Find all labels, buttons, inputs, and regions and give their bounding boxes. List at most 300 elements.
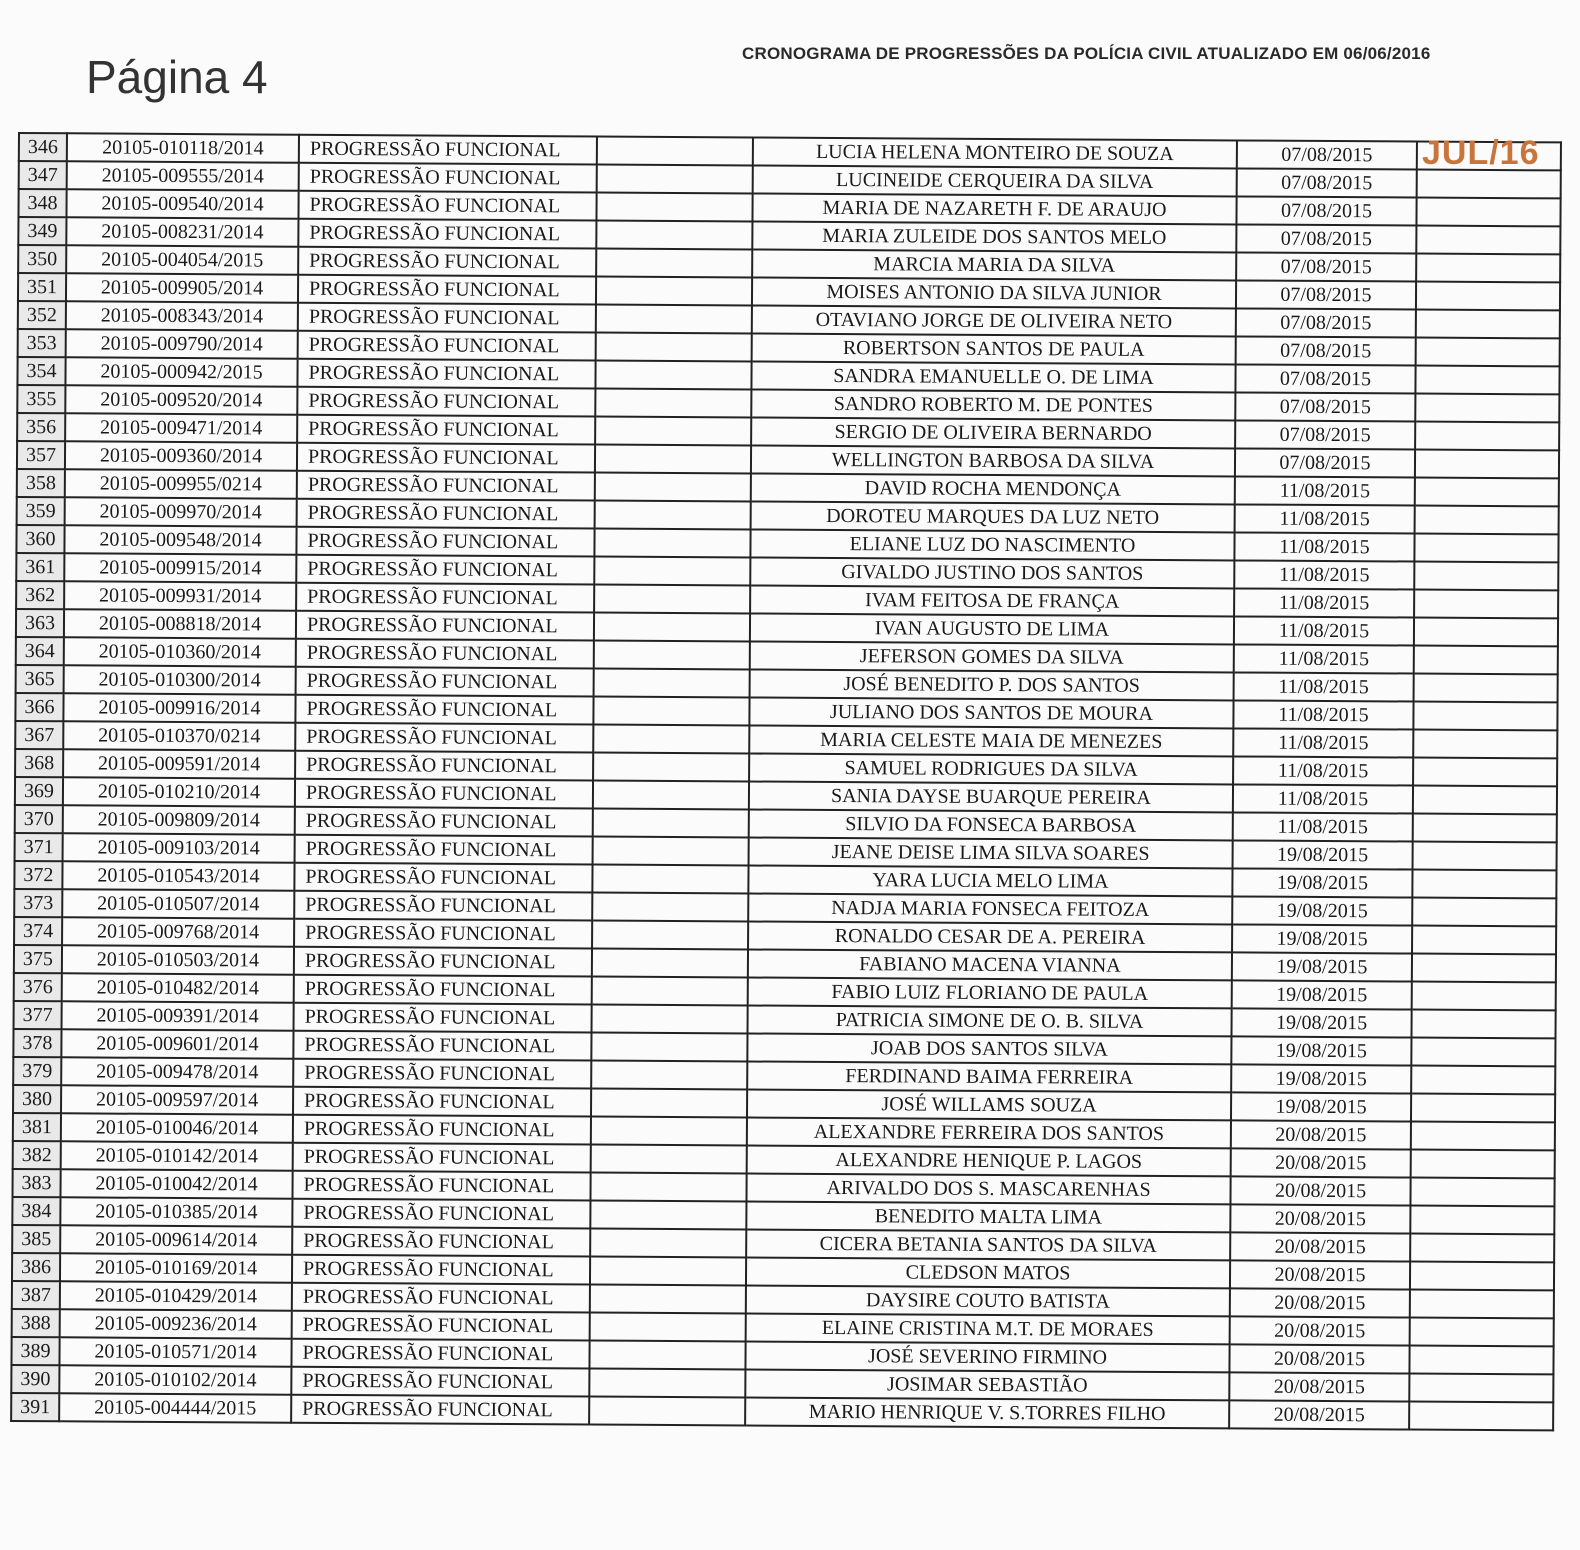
row-number-cell: 376 [14,973,62,1001]
row-number-cell: 349 [18,217,66,245]
row-number-cell: 379 [13,1057,61,1085]
blank-cell [594,585,750,614]
process-number-cell: 20105-009905/2014 [66,273,298,302]
blank-cell [595,361,751,390]
month-cell [1410,1234,1554,1263]
progression-type-cell: PROGRESSÃO FUNCIONAL [297,471,595,501]
employee-name-cell: FABIO LUIZ FLORIANO DE PAULA [748,977,1232,1008]
progression-type-cell: PROGRESSÃO FUNCIONAL [295,751,593,781]
month-cell [1415,450,1559,479]
blank-cell [591,1033,747,1062]
employee-name-cell: IVAM FEITOSA DE FRANÇA [750,585,1234,616]
employee-name-cell: JEFERSON GOMES DA SILVA [750,641,1234,672]
blank-cell [592,949,748,978]
process-number-cell: 20105-010046/2014 [61,1113,293,1142]
employee-name-cell: JULIANO DOS SANTOS DE MOURA [749,697,1233,728]
month-cell [1409,1402,1553,1431]
date-cell: 07/08/2015 [1235,392,1415,421]
employee-name-cell: ALEXANDRE FERREIRA DOS SANTOS [747,1117,1231,1148]
employee-name-cell: LUCIA HELENA MONTEIRO DE SOUZA [753,137,1237,168]
date-cell: 07/08/2015 [1236,308,1416,337]
month-cell [1414,646,1558,675]
process-number-cell: 20105-009931/2014 [64,581,296,610]
employee-name-cell: ROBERTSON SANTOS DE PAULA [752,333,1236,364]
process-number-cell: 20105-009768/2014 [62,917,294,946]
employee-name-cell: MARCIA MARIA DA SILVA [752,249,1236,280]
progression-type-cell: PROGRESSÃO FUNCIONAL [292,1255,590,1285]
employee-name-cell: SAMUEL RODRIGUES DA SILVA [749,753,1233,784]
schedule-table-wrapper [10,132,1562,1431]
date-cell: 20/08/2015 [1229,1400,1409,1429]
employee-name-cell: SERGIO DE OLIVEIRA BERNARDO [751,417,1235,448]
month-cell [1409,1346,1553,1375]
blank-cell [592,865,748,894]
row-number-cell: 377 [14,1001,62,1029]
process-number-cell: 20105-009597/2014 [61,1085,293,1114]
date-cell: 19/08/2015 [1232,868,1412,897]
progression-type-cell: PROGRESSÃO FUNCIONAL [298,275,596,305]
month-cell [1412,898,1556,927]
progression-type-cell: PROGRESSÃO FUNCIONAL [294,1003,592,1033]
date-cell: 11/08/2015 [1234,672,1414,701]
month-cell [1409,1374,1553,1403]
progression-type-cell: PROGRESSÃO FUNCIONAL [297,499,595,529]
progression-type-cell: PROGRESSÃO FUNCIONAL [295,695,593,725]
date-cell: 07/08/2015 [1235,420,1415,449]
progression-type-cell: PROGRESSÃO FUNCIONAL [299,163,597,193]
employee-name-cell: SANIA DAYSE BUARQUE PEREIRA [749,781,1233,812]
employee-name-cell: SANDRA EMANUELLE O. DE LIMA [751,361,1235,392]
progression-type-cell: PROGRESSÃO FUNCIONAL [291,1395,589,1425]
month-cell [1416,226,1560,255]
row-number-cell: 380 [13,1085,61,1113]
employee-name-cell: MARIO HENRIQUE V. S.TORRES FILHO [745,1397,1229,1428]
date-cell: 07/08/2015 [1236,196,1416,225]
progression-type-cell: PROGRESSÃO FUNCIONAL [293,1059,591,1089]
process-number-cell: 20105-010503/2014 [62,945,294,974]
row-number-cell: 348 [18,189,66,217]
row-number-cell: 391 [11,1393,59,1421]
blank-cell [593,697,749,726]
process-number-cell: 20105-000942/2015 [65,357,297,386]
date-cell: 11/08/2015 [1234,616,1414,645]
process-number-cell: 20105-008343/2014 [66,301,298,330]
employee-name-cell: PATRICIA SIMONE DE O. B. SILVA [748,1005,1232,1036]
process-number-cell: 20105-010507/2014 [62,889,294,918]
progression-type-cell: PROGRESSÃO FUNCIONAL [293,1031,591,1061]
blank-cell [593,781,749,810]
row-number-cell: 368 [15,749,63,777]
date-cell: 07/08/2015 [1235,448,1415,477]
month-cell [1416,310,1560,339]
progression-type-cell: PROGRESSÃO FUNCIONAL [296,611,594,641]
progression-type-cell: PROGRESSÃO FUNCIONAL [298,247,596,277]
process-number-cell: 20105-010118/2014 [67,133,299,162]
date-cell: 20/08/2015 [1230,1288,1410,1317]
date-cell: 19/08/2015 [1231,1092,1411,1121]
row-number-cell: 352 [18,301,66,329]
date-cell: 20/08/2015 [1229,1372,1409,1401]
month-cell [1415,506,1559,535]
process-number-cell: 20105-010210/2014 [63,777,295,806]
progression-type-cell: PROGRESSÃO FUNCIONAL [297,387,595,417]
blank-cell [590,1229,746,1258]
month-cell [1413,730,1557,759]
row-number-cell: 347 [19,161,67,189]
row-number-cell: 389 [11,1337,59,1365]
employee-name-cell: JOSIMAR SEBASTIÃO [745,1369,1229,1400]
process-number-cell: 20105-010360/2014 [64,637,296,666]
blank-cell [592,977,748,1006]
month-cell [1412,954,1556,983]
blank-cell [590,1313,746,1342]
process-number-cell: 20105-010543/2014 [62,861,294,890]
row-number-cell: 367 [15,721,63,749]
date-cell: 11/08/2015 [1234,532,1414,561]
progression-type-cell: PROGRESSÃO FUNCIONAL [296,583,594,613]
blank-cell [591,1145,747,1174]
process-number-cell: 20105-009591/2014 [63,749,295,778]
process-number-cell: 20105-009970/2014 [65,497,297,526]
month-cell [1413,786,1557,815]
process-number-cell: 20105-009916/2014 [63,693,295,722]
progression-type-cell: PROGRESSÃO FUNCIONAL [291,1339,589,1369]
date-cell: 11/08/2015 [1234,588,1414,617]
month-cell [1410,1262,1554,1291]
process-number-cell: 20105-009790/2014 [66,329,298,358]
process-number-cell: 20105-010482/2014 [62,973,294,1002]
progression-type-cell: PROGRESSÃO FUNCIONAL [298,219,596,249]
date-cell: 19/08/2015 [1232,952,1412,981]
month-cell [1414,618,1558,647]
date-cell: 07/08/2015 [1235,364,1415,393]
progression-type-cell: PROGRESSÃO FUNCIONAL [296,667,594,697]
progression-schedule-table [10,132,1562,1431]
progression-type-cell: PROGRESSÃO FUNCIONAL [293,1087,591,1117]
month-cell [1413,758,1557,787]
date-cell: 19/08/2015 [1231,1064,1411,1093]
month-cell [1411,1038,1555,1067]
month-cell [1416,254,1560,283]
row-number-cell: 383 [12,1169,60,1197]
employee-name-cell: MARIA DE NAZARETH F. DE ARAUJO [752,193,1236,224]
blank-cell [590,1201,746,1230]
employee-name-cell: NADJA MARIA FONSECA FEITOZA [748,893,1232,924]
employee-name-cell: YARA LUCIA MELO LIMA [748,865,1232,896]
employee-name-cell: ALEXANDRE HENIQUE P. LAGOS [747,1145,1231,1176]
row-number-cell: 385 [12,1225,60,1253]
blank-cell [592,893,748,922]
month-cell [1415,422,1559,451]
blank-cell [591,1117,747,1146]
process-number-cell: 20105-009614/2014 [60,1225,292,1254]
progression-type-cell: PROGRESSÃO FUNCIONAL [296,555,594,585]
process-number-cell: 20105-010370/0214 [63,721,295,750]
blank-cell [594,557,750,586]
row-number-cell: 363 [16,609,64,637]
row-number-cell: 384 [12,1197,60,1225]
blank-cell [594,641,750,670]
progression-type-cell: PROGRESSÃO FUNCIONAL [298,191,596,221]
row-number-cell: 354 [17,357,65,385]
process-number-cell: 20105-010571/2014 [59,1337,291,1366]
month-cell [1416,282,1560,311]
blank-cell [593,725,749,754]
employee-name-cell: ELIANE LUZ DO NASCIMENTO [750,529,1234,560]
row-number-cell: 360 [16,525,64,553]
row-number-cell: 361 [16,553,64,581]
process-number-cell: 20105-010102/2014 [59,1365,291,1394]
month-cell [1415,366,1559,395]
date-cell: 19/08/2015 [1232,924,1412,953]
date-cell: 11/08/2015 [1233,812,1413,841]
row-number-cell: 372 [14,861,62,889]
employee-name-cell: BENEDITO MALTA LIMA [746,1201,1230,1232]
row-number-cell: 359 [17,497,65,525]
month-cell [1415,394,1559,423]
progression-type-cell: PROGRESSÃO FUNCIONAL [297,443,595,473]
row-number-cell: 373 [14,889,62,917]
employee-name-cell: JEANE DEISE LIMA SILVA SOARES [749,837,1233,868]
employee-name-cell: WELLINGTON BARBOSA DA SILVA [751,445,1235,476]
document-title: CRONOGRAMA DE PROGRESSÕES DA POLÍCIA CIVIL ATUALIZADO EM 06/06/2016 [742,44,1431,63]
blank-cell [594,669,750,698]
blank-cell [596,277,752,306]
progression-type-cell: PROGRESSÃO FUNCIONAL [291,1367,589,1397]
blank-cell [593,809,749,838]
blank-cell [589,1369,745,1398]
page-label: Página 4 [86,51,268,103]
blank-cell [597,137,753,166]
employee-name-cell: JOAB DOS SANTOS SILVA [747,1033,1231,1064]
employee-name-cell: MOISES ANTONIO DA SILVA JUNIOR [752,277,1236,308]
blank-cell [594,529,750,558]
blank-cell [596,193,752,222]
employee-name-cell: CICERA BETANIA SANTOS DA SILVA [746,1229,1230,1260]
date-cell: 20/08/2015 [1229,1344,1409,1373]
row-number-cell: 390 [11,1365,59,1393]
progression-type-cell: PROGRESSÃO FUNCIONAL [295,723,593,753]
blank-cell [591,1061,747,1090]
process-number-cell: 20105-010429/2014 [60,1281,292,1310]
employee-name-cell: DAVID ROCHA MENDONÇA [751,473,1235,504]
date-cell: 07/08/2015 [1236,224,1416,253]
employee-name-cell: JOSÉ WILLAMS SOUZA [747,1089,1231,1120]
blank-cell [589,1397,745,1426]
progression-type-cell: PROGRESSÃO FUNCIONAL [292,1199,590,1229]
date-cell: 20/08/2015 [1230,1260,1410,1289]
progression-type-cell: PROGRESSÃO FUNCIONAL [294,891,592,921]
process-number-cell: 20105-010142/2014 [61,1141,293,1170]
date-cell: 19/08/2015 [1233,840,1413,869]
month-cell [1413,702,1557,731]
month-cell [1412,870,1556,899]
row-number-cell: 356 [17,413,65,441]
blank-cell [596,249,752,278]
row-number-cell: 353 [18,329,66,357]
date-cell: 11/08/2015 [1233,700,1413,729]
progression-type-cell: PROGRESSÃO FUNCIONAL [298,303,596,333]
date-cell: 11/08/2015 [1235,476,1415,505]
month-cell [1416,198,1560,227]
blank-cell [596,305,752,334]
month-cell [1410,1206,1554,1235]
process-number-cell: 20105-009236/2014 [60,1309,292,1338]
process-number-cell: 20105-009471/2014 [65,413,297,442]
progression-type-cell: PROGRESSÃO FUNCIONAL [293,1115,591,1145]
month-cell [1411,1150,1555,1179]
employee-name-cell: RONALDO CESAR DE A. PEREIRA [748,921,1232,952]
process-number-cell: 20105-009478/2014 [61,1057,293,1086]
employee-name-cell: FABIANO MACENA VIANNA [748,949,1232,980]
process-number-cell: 20105-009915/2014 [64,553,296,582]
blank-cell [596,333,752,362]
employee-name-cell: ARIVALDO DOS S. MASCARENHAS [746,1173,1230,1204]
table-body [11,133,1561,1430]
month-cell [1413,814,1557,843]
date-cell: 11/08/2015 [1233,756,1413,785]
date-cell: 11/08/2015 [1234,644,1414,673]
progression-type-cell: PROGRESSÃO FUNCIONAL [298,331,596,361]
row-number-cell: 378 [13,1029,61,1057]
month-cell [1410,1318,1554,1347]
progression-type-cell: PROGRESSÃO FUNCIONAL [297,359,595,389]
blank-cell [592,1005,748,1034]
row-number-cell: 358 [17,469,65,497]
row-number-cell: 370 [15,805,63,833]
process-number-cell: 20105-010042/2014 [60,1169,292,1198]
progression-type-cell: PROGRESSÃO FUNCIONAL [299,135,597,165]
month-cell [1414,562,1558,591]
row-number-cell: 351 [18,273,66,301]
row-number-cell: 374 [14,917,62,945]
progression-type-cell: PROGRESSÃO FUNCIONAL [296,639,594,669]
row-number-cell: 382 [13,1141,61,1169]
row-number-cell: 388 [12,1309,60,1337]
progression-type-cell: PROGRESSÃO FUNCIONAL [295,807,593,837]
process-number-cell: 20105-009103/2014 [63,833,295,862]
progression-type-cell: PROGRESSÃO FUNCIONAL [295,779,593,809]
employee-name-cell: OTAVIANO JORGE DE OLIVEIRA NETO [752,305,1236,336]
date-cell: 20/08/2015 [1230,1204,1410,1233]
employee-name-cell: CLEDSON MATOS [746,1257,1230,1288]
month-cell [1414,534,1558,563]
month-cell [1411,1094,1555,1123]
process-number-cell: 20105-010300/2014 [64,665,296,694]
month-cell [1411,1122,1555,1151]
row-number-cell: 369 [15,777,63,805]
blank-cell [595,473,751,502]
month-cell [1414,674,1558,703]
date-cell: 07/08/2015 [1237,140,1417,169]
date-cell: 07/08/2015 [1236,280,1416,309]
row-number-cell: 357 [17,441,65,469]
date-cell: 11/08/2015 [1234,560,1414,589]
blank-cell [593,753,749,782]
month-cell [1414,590,1558,619]
date-cell: 19/08/2015 [1231,1008,1411,1037]
row-number-cell: 375 [14,945,62,973]
progression-type-cell: PROGRESSÃO FUNCIONAL [294,919,592,949]
month-cell [1412,926,1556,955]
process-number-cell: 20105-009360/2014 [65,441,297,470]
progression-type-cell: PROGRESSÃO FUNCIONAL [294,947,592,977]
row-number-cell: 362 [16,581,64,609]
month-cell [1416,338,1560,367]
progression-type-cell: PROGRESSÃO FUNCIONAL [297,415,595,445]
process-number-cell: 20105-009555/2014 [67,161,299,190]
blank-cell [595,389,751,418]
blank-cell [590,1173,746,1202]
month-cell [1415,478,1559,507]
month-cell [1410,1178,1554,1207]
blank-cell [593,837,749,866]
employee-name-cell: IVAN AUGUSTO DE LIMA [750,613,1234,644]
date-cell: 20/08/2015 [1231,1120,1411,1149]
month-cell [1411,1066,1555,1095]
progression-type-cell: PROGRESSÃO FUNCIONAL [292,1171,590,1201]
row-number-cell: 365 [16,665,64,693]
date-cell: 19/08/2015 [1232,980,1412,1009]
progression-type-cell: PROGRESSÃO FUNCIONAL [295,835,593,865]
row-number-cell: 366 [15,693,63,721]
date-cell: 19/08/2015 [1232,896,1412,925]
process-number-cell: 20105-009540/2014 [66,189,298,218]
employee-name-cell: LUCINEIDE CERQUEIRA DA SILVA [753,165,1237,196]
row-number-cell: 364 [16,637,64,665]
progression-type-cell: PROGRESSÃO FUNCIONAL [292,1227,590,1257]
date-cell: 19/08/2015 [1231,1036,1411,1065]
blank-cell [591,1089,747,1118]
employee-name-cell: SANDRO ROBERTO M. DE PONTES [751,389,1235,420]
employee-name-cell: DAYSIRE COUTO BATISTA [746,1285,1230,1316]
date-cell: 11/08/2015 [1235,504,1415,533]
process-number-cell: 20105-008818/2014 [64,609,296,638]
row-number-cell: 346 [19,133,67,161]
blank-cell [595,501,751,530]
month-mark: JUL/16 [1422,134,1540,172]
progression-type-cell: PROGRESSÃO FUNCIONAL [294,863,592,893]
process-number-cell: 20105-010169/2014 [60,1253,292,1282]
process-number-cell: 20105-009601/2014 [61,1029,293,1058]
date-cell: 20/08/2015 [1230,1232,1410,1261]
progression-type-cell: PROGRESSÃO FUNCIONAL [292,1311,590,1341]
month-cell [1417,170,1561,199]
row-number-cell: 355 [17,385,65,413]
progression-type-cell: PROGRESSÃO FUNCIONAL [296,527,594,557]
employee-name-cell: MARIA CELESTE MAIA DE MENEZES [749,725,1233,756]
employee-name-cell: SILVIO DA FONSECA BARBOSA [749,809,1233,840]
employee-name-cell: DOROTEU MARQUES DA LUZ NETO [751,501,1235,532]
process-number-cell: 20105-004054/2015 [66,245,298,274]
date-cell: 07/08/2015 [1237,168,1417,197]
progression-type-cell: PROGRESSÃO FUNCIONAL [293,1143,591,1173]
row-number-cell: 381 [13,1113,61,1141]
employee-name-cell: JOSÉ SEVERINO FIRMINO [745,1341,1229,1372]
employee-name-cell: FERDINAND BAIMA FERREIRA [747,1061,1231,1092]
process-number-cell: 20105-009955/0214 [65,469,297,498]
date-cell: 20/08/2015 [1231,1148,1411,1177]
row-number-cell: 371 [15,833,63,861]
blank-cell [592,921,748,950]
process-number-cell: 20105-008231/2014 [66,217,298,246]
process-number-cell: 20105-009809/2014 [63,805,295,834]
process-number-cell: 20105-004444/2015 [59,1393,291,1422]
month-cell [1410,1290,1554,1319]
month-cell [1413,842,1557,871]
month-cell [1412,982,1556,1011]
row-number-cell: 350 [18,245,66,273]
